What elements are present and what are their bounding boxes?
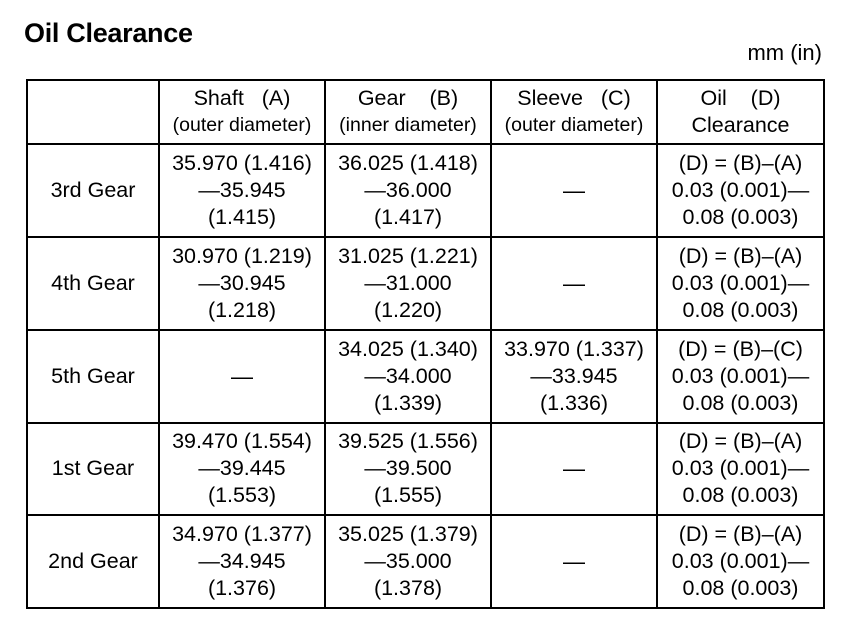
header-label: Sleeve (C) [517,86,631,111]
cell-line: 0.03 (0.001)— [671,363,810,388]
shaft-cell [159,423,325,516]
row-label: 4th Gear [27,237,159,330]
clearance-cell [657,144,824,237]
header-oil-clearance [657,80,824,144]
table-header-row [27,80,824,144]
cell-line: (1.417) [373,205,443,230]
cell-line: 0.08 (0.003) [682,298,799,323]
cell-line: 34.970 (1.377) [172,522,312,547]
header-sublabel: (outer diameter) [172,114,312,137]
cell-line: —31.000 [364,271,452,296]
cell-line: (D) = (B)–(C) [678,336,803,361]
shaft-cell [159,330,325,423]
cell-line: 34.025 (1.340) [338,336,478,361]
cell-line: —35.000 [364,549,452,574]
cell-line: (D) = (B)–(A) [678,429,803,454]
header-shaft [159,80,325,144]
table-row [27,515,824,608]
header-sublabel: (inner diameter) [339,114,477,137]
header-label: Oil (D) [700,86,781,111]
cell-line: 35.025 (1.379) [338,522,478,547]
header-label: Shaft (A) [193,86,291,111]
cell-line: (D) = (B)–(A) [678,151,803,176]
not-applicable-dash: — [563,549,585,575]
cell-line: —34.945 [198,549,286,574]
cell-line: (1.218) [207,298,277,323]
shaft-cell [159,144,325,237]
header-corner-cell [27,80,159,144]
cell-line: (1.555) [373,483,443,508]
cell-line: 0.08 (0.003) [682,483,799,508]
not-applicable-dash: — [563,178,585,204]
units-label: mm (in) [747,40,822,65]
header-gear [325,80,491,144]
header-sleeve [491,80,657,144]
header-label: Gear (B) [357,86,459,111]
gear-cell [325,237,491,330]
row-label: 2nd Gear [27,515,159,608]
cell-line: —33.945 [530,363,618,388]
sleeve-cell [491,423,657,516]
clearance-cell [657,515,824,608]
not-applicable-dash: — [563,456,585,482]
sleeve-cell [491,330,657,423]
table-row [27,330,824,423]
sleeve-cell [491,144,657,237]
table-row [27,423,824,516]
not-applicable-dash: — [563,271,585,297]
clearance-cell [657,330,824,423]
cell-line: —39.500 [364,456,452,481]
cell-line: (D) = (B)–(A) [678,522,803,547]
shaft-cell [159,237,325,330]
oil-clearance-table [26,79,825,609]
table-row [27,237,824,330]
not-applicable-dash: — [231,363,253,389]
cell-line: 0.03 (0.001)— [671,178,810,203]
cell-line: 0.03 (0.001)— [671,549,810,574]
clearance-cell [657,237,824,330]
shaft-cell [159,515,325,608]
cell-line: —34.000 [364,363,452,388]
row-label: 5th Gear [27,330,159,423]
page-title: Oil Clearance [24,18,193,48]
row-label: 3rd Gear [27,144,159,237]
cell-line: (1.415) [207,205,277,230]
cell-line: —35.945 [198,178,286,203]
cell-line: 30.970 (1.219) [172,244,312,269]
cell-line: 0.03 (0.001)— [671,456,810,481]
gear-cell [325,144,491,237]
cell-line: 0.08 (0.003) [682,390,799,415]
cell-line: 31.025 (1.221) [338,244,478,269]
cell-line: (1.336) [539,390,609,415]
sleeve-cell [491,237,657,330]
cell-line: 0.08 (0.003) [682,205,799,230]
cell-line: 0.03 (0.001)— [671,271,810,296]
header-sublabel: (outer diameter) [504,114,644,137]
cell-line: 33.970 (1.337) [504,336,644,361]
cell-line: —36.000 [364,178,452,203]
cell-line: 35.970 (1.416) [172,151,312,176]
clearance-cell [657,423,824,516]
cell-line: (1.339) [373,390,443,415]
header-sublabel: Clearance [691,113,790,138]
cell-line: 39.525 (1.556) [338,429,478,454]
cell-line: 39.470 (1.554) [172,429,312,454]
cell-line: 0.08 (0.003) [682,576,799,601]
cell-line: (D) = (B)–(A) [678,244,803,269]
table-row [27,144,824,237]
gear-cell [325,330,491,423]
sleeve-cell [491,515,657,608]
gear-cell [325,423,491,516]
cell-line: (1.553) [207,483,277,508]
cell-line: (1.220) [373,298,443,323]
row-label: 1st Gear [27,423,159,516]
cell-line: 36.025 (1.418) [338,151,478,176]
cell-line: (1.376) [207,576,277,601]
cell-line: (1.378) [373,576,443,601]
cell-line: —39.445 [198,456,286,481]
gear-cell [325,515,491,608]
cell-line: —30.945 [198,271,286,296]
